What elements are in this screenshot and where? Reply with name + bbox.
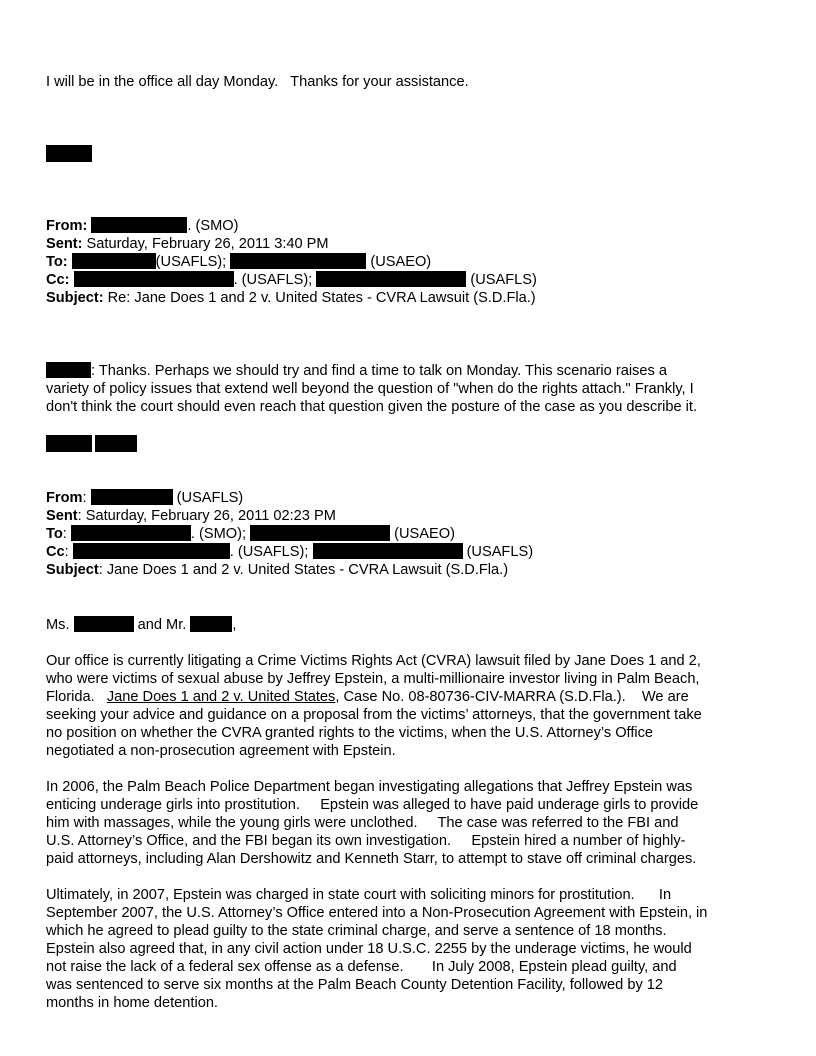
body-line: : Thanks. Perhaps we should try and find a time to talk on Monday. This scenario raises a xyxy=(46,362,776,380)
body-line: variety of policy issues that extend well beyond the question of "when do the rights attach." Frankly, I xyxy=(46,381,694,397)
subject-value: : Jane Does 1 and 2 v. United States - CVRA Lawsuit (S.D.Fla.) xyxy=(98,562,509,578)
redacted-name xyxy=(250,525,390,541)
email-body-1 xyxy=(46,362,776,416)
redacted-name xyxy=(91,217,187,233)
redacted-name xyxy=(73,543,230,559)
letter-paragraph-3: Ultimately, in 2007, Epstein was charged in state court with soliciting minors for prostitution. In September 2007, the U.S. Attorney’s Office entered into a Non-Prosecution Agreement with Epstein, in which he agreed to plead guilty to the state criminal charge, and serve a sentence of 18 months. Epstein also agreed that, in any civil action under 18 U.S.C. 2255 by the underage victims, he would not raise the lack of a federal sex offense as a defense. In July 2008, Epstein plead guilty, and was sentenced to serve six months at the Palm Beach County Detention Facility, followed by 12 months in home detention. xyxy=(46,887,708,1011)
redacted-name xyxy=(190,616,232,632)
from-label: From xyxy=(46,490,83,506)
letter-paragraph-2: In 2006, the Palm Beach Police Department began investigating allegations that Jeffrey Epstein was enticing underage girls into prostitution. Epstein was alleged to have paid underage girls to provide him with massages, while the young girls were unclothed. The case was referred to the FBI and U.S. Attorney’s Office, and the FBI began its own investigation. Epstein hired a number of highly- paid attorneys, including Alan Dershowitz and Kenneth Starr, to attempt to stave off criminal charges. xyxy=(46,779,699,867)
redacted-signature xyxy=(46,435,92,452)
cc-label: Cc xyxy=(46,544,65,560)
redacted-name xyxy=(71,525,191,541)
subject-row xyxy=(46,289,776,307)
sent-value: : Saturday, February 26, 2011 02:23 PM xyxy=(77,508,336,524)
email-header-2 xyxy=(46,489,776,579)
redacted-name xyxy=(74,271,234,287)
redacted-signature xyxy=(46,145,92,162)
sent-label: Sent xyxy=(46,508,78,524)
to-value-b: (USAEO) xyxy=(370,254,432,270)
cc-row: Cc: . (USAFLS); (USAFLS) xyxy=(46,544,534,560)
redacted-name xyxy=(313,543,463,559)
email-header-1 xyxy=(46,217,776,307)
case-name: Jane Does 1 and 2 v. United States xyxy=(106,689,336,705)
intro-line: I will be in the office all day Monday. Thanks for your assistance. xyxy=(46,74,469,90)
subject-label: Subject xyxy=(46,562,99,578)
cc-value-a: . (USAFLS); xyxy=(229,544,309,560)
from-label: From: xyxy=(46,218,88,234)
to-label: To: xyxy=(46,254,68,270)
cc-row xyxy=(46,271,776,289)
redacted-signature xyxy=(95,435,137,452)
sent-value: Saturday, February 26, 2011 3:40 PM xyxy=(86,236,329,252)
subject-label: Subject: xyxy=(46,290,104,306)
redacted-name xyxy=(46,362,91,378)
greeting: Ms. and Mr. , xyxy=(46,617,237,633)
redacted-name xyxy=(91,489,173,505)
to-value-a: . (SMO); xyxy=(190,526,247,542)
to-label: To xyxy=(46,526,63,542)
subject-row xyxy=(46,561,776,579)
cc-value-b: (USAFLS) xyxy=(470,272,537,288)
subject-value: Re: Jane Does 1 and 2 v. United States - CVRA Lawsuit (S.D.Fla.) xyxy=(107,290,536,306)
cc-value-b: (USAFLS) xyxy=(466,544,534,560)
letter-paragraph-1: Our office is currently litigating a Crime Victims Rights Act (CVRA) lawsuit filed by Jane Does 1 and 2, who were victims of sexual abuse by Jeffrey Epstein, a multi-millionaire investor living in Palm Beach, Florida. Jane Does 1 and 2 v. United States, Case No. 08-80736-CIV-MARRA (S.D.Fla.). We are seeking your advice and guidance on a proposal from the victims’ attorneys, that the government take no position on whether the CVRA granted rights to the victims, when the U.S. Attorney’s Office negotiated a non-prosecution agreement with Epstein. xyxy=(46,653,702,759)
redacted-name xyxy=(230,253,366,269)
sent-row xyxy=(46,235,776,253)
from-row xyxy=(46,217,776,235)
from-value: (USAFLS) xyxy=(176,490,244,506)
cc-label: Cc: xyxy=(46,272,70,288)
body-line: don't think the court should even reach that question given the posture of the case as you describe it. xyxy=(46,399,697,415)
redacted-name xyxy=(74,616,134,632)
cc-value-a: . (USAFLS); xyxy=(233,272,313,288)
from-row: From: (USAFLS) xyxy=(46,490,244,506)
to-value-a: (USAFLS); xyxy=(155,254,227,270)
sent-row xyxy=(46,507,776,525)
to-row xyxy=(46,253,776,271)
redacted-name xyxy=(316,271,466,287)
sent-label: Sent: xyxy=(46,236,83,252)
to-value-b: (USAEO) xyxy=(394,526,455,542)
from-value: . (SMO) xyxy=(187,218,239,234)
to-row: To: . (SMO); (USAEO) xyxy=(46,526,455,542)
redacted-name xyxy=(72,253,156,269)
